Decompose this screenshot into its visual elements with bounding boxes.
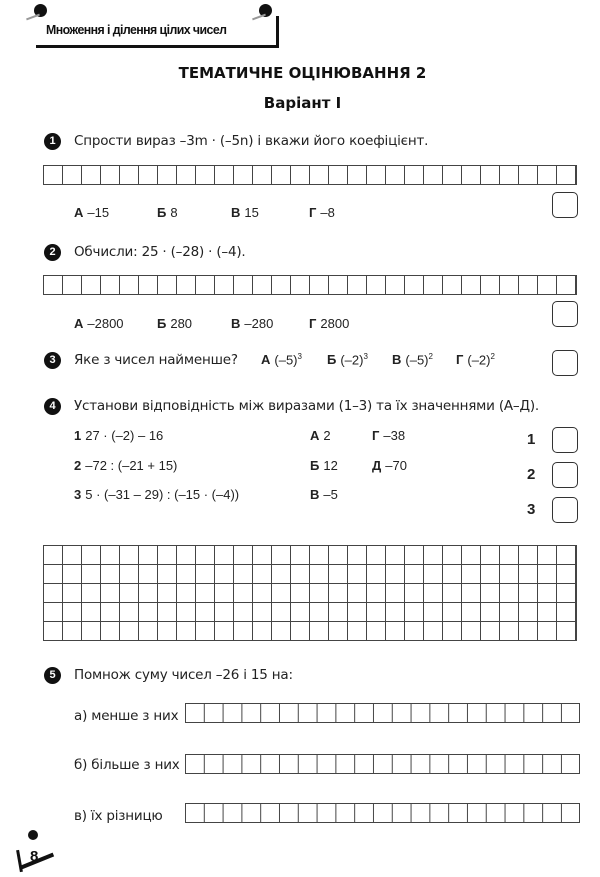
task-4-expression bbox=[74, 487, 239, 502]
option-base: (–2) bbox=[467, 352, 491, 368]
value-letter: А bbox=[310, 428, 320, 443]
option-base: (–5) bbox=[405, 352, 429, 368]
task-3-option-d bbox=[456, 352, 495, 367]
section-title: Множення і ділення цілих чисел bbox=[46, 22, 227, 37]
task-number-badge: 3 bbox=[44, 352, 61, 369]
task-1-grid[interactable] bbox=[43, 165, 577, 185]
option-value: –280 bbox=[244, 316, 274, 331]
task-4-answer-box-3[interactable] bbox=[552, 497, 578, 523]
answer-label: 3 bbox=[527, 501, 536, 518]
option-letter: Г bbox=[456, 352, 464, 368]
option-exponent: 2 bbox=[428, 352, 433, 361]
option-letter: А bbox=[74, 205, 84, 220]
task-number-badge: 4 bbox=[44, 398, 61, 415]
task-2-option-b bbox=[157, 316, 192, 331]
task-5-part-c-grid[interactable] bbox=[185, 803, 580, 823]
task-5-part-a-grid[interactable] bbox=[185, 703, 580, 723]
page-title: ТЕМАТИЧНЕ ОЦІНЮВАННЯ 2 bbox=[178, 64, 427, 82]
task-4-value-a bbox=[310, 428, 331, 443]
page-number: 8 bbox=[30, 848, 39, 865]
option-letter: Б bbox=[157, 205, 167, 220]
option-value: 280 bbox=[170, 316, 193, 331]
task-1-text: Спрости вираз –3m · (–5n) і вкажи його коефіцієнт. bbox=[74, 133, 429, 149]
option-letter: В bbox=[392, 352, 402, 368]
expression-text: 5 · (–31 – 29) : (–15 · (–4)) bbox=[85, 487, 240, 502]
task-1-option-c bbox=[231, 205, 259, 220]
task-4-work-grid[interactable] bbox=[43, 545, 577, 641]
option-letter: Б bbox=[157, 316, 167, 331]
task-4-text: Установи відповідність між виразами (1–3) та їх значеннями (А–Д). bbox=[74, 398, 539, 414]
task-3-answer-box[interactable] bbox=[552, 350, 578, 376]
task-2-option-d bbox=[309, 316, 349, 331]
option-value: –8 bbox=[320, 205, 335, 220]
task-4-value-d bbox=[372, 428, 405, 443]
task-3-option-a bbox=[261, 352, 302, 367]
variant-title: Варіант I bbox=[263, 94, 342, 112]
task-3-text: Яке з чисел найменше? bbox=[74, 352, 238, 368]
option-value: –2800 bbox=[87, 316, 124, 331]
section-banner bbox=[36, 16, 279, 48]
task-5-text: Помнож суму чисел –26 і 15 на: bbox=[74, 667, 293, 683]
option-exponent: 3 bbox=[363, 352, 368, 361]
value-text: 12 bbox=[323, 458, 338, 473]
option-letter: В bbox=[231, 205, 241, 220]
option-letter: В bbox=[231, 316, 241, 331]
option-value: –15 bbox=[87, 205, 110, 220]
option-letter: Г bbox=[309, 316, 317, 331]
task-4-answer-box-1[interactable] bbox=[552, 427, 578, 453]
expression-number: 2 bbox=[74, 458, 82, 473]
option-base: (–2) bbox=[340, 352, 364, 368]
value-letter: Г bbox=[372, 428, 380, 443]
expression-text: –72 : (–21 + 15) bbox=[85, 458, 178, 473]
task-4-value-e bbox=[372, 458, 407, 473]
task-2-answer-box[interactable] bbox=[552, 301, 578, 327]
option-value: 8 bbox=[170, 205, 178, 220]
task-4-answer-box-2[interactable] bbox=[552, 462, 578, 488]
task-4-expression bbox=[74, 458, 177, 473]
value-letter: Д bbox=[372, 458, 382, 473]
task-3-option-b bbox=[327, 352, 368, 367]
task-2-option-c bbox=[231, 316, 273, 331]
option-letter: А bbox=[261, 352, 271, 368]
value-letter: В bbox=[310, 487, 320, 502]
option-exponent: 3 bbox=[297, 352, 302, 361]
option-base: (–5) bbox=[274, 352, 298, 368]
value-text: 2 bbox=[323, 428, 331, 443]
task-1-option-d bbox=[309, 205, 335, 220]
task-5-part-b-grid[interactable] bbox=[185, 754, 580, 774]
expression-number: 1 bbox=[74, 428, 82, 443]
task-2-grid[interactable] bbox=[43, 275, 577, 295]
task-4-expression bbox=[74, 428, 163, 443]
answer-label: 2 bbox=[527, 466, 536, 483]
option-exponent: 2 bbox=[490, 352, 495, 361]
option-letter: Г bbox=[309, 205, 317, 220]
option-letter: А bbox=[74, 316, 84, 331]
option-value: 2800 bbox=[320, 316, 350, 331]
task-2-option-a bbox=[74, 316, 124, 331]
task-5-part-a-label: а) менше з них bbox=[74, 708, 179, 724]
task-2-text: Обчисли: 25 · (–28) · (–4). bbox=[74, 244, 246, 260]
pin-bottom-icon bbox=[28, 830, 38, 840]
task-number-badge: 1 bbox=[44, 133, 61, 150]
task-1-option-a bbox=[74, 205, 109, 220]
task-number-badge: 2 bbox=[44, 244, 61, 261]
option-value: 15 bbox=[244, 205, 259, 220]
task-4-value-b bbox=[310, 458, 338, 473]
value-text: –5 bbox=[323, 487, 338, 502]
task-number-badge: 5 bbox=[44, 667, 61, 684]
task-5-part-b-label: б) більше з них bbox=[74, 757, 180, 773]
answer-label: 1 bbox=[527, 431, 536, 448]
task-3-option-c bbox=[392, 352, 433, 367]
value-text: –70 bbox=[385, 458, 407, 473]
task-4-value-c bbox=[310, 487, 338, 502]
task-1-option-b bbox=[157, 205, 178, 220]
expression-number: 3 bbox=[74, 487, 82, 502]
task-5-part-c-label: в) їх різницю bbox=[74, 808, 163, 824]
option-letter: Б bbox=[327, 352, 337, 368]
value-letter: Б bbox=[310, 458, 320, 473]
task-1-answer-box[interactable] bbox=[552, 192, 578, 218]
expression-text: 27 · (–2) – 16 bbox=[85, 428, 164, 443]
value-text: –38 bbox=[383, 428, 406, 443]
